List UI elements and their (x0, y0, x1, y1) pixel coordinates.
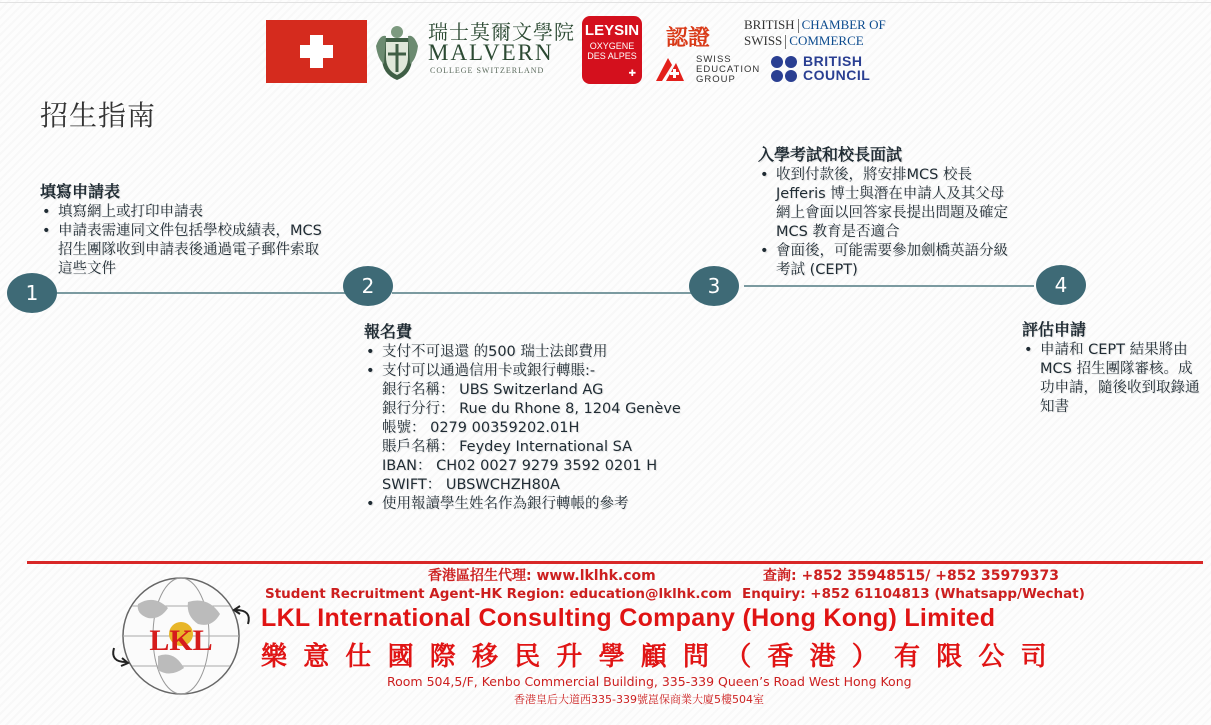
bc-line-2: COUNCIL (803, 67, 871, 83)
step-3-circle: 3 (689, 266, 739, 306)
swiss-cross-icon: ✚ (628, 69, 636, 79)
timeline-line-1 (56, 292, 346, 294)
malvern-chinese-name: 瑞士莫爾文學院 (428, 20, 575, 44)
step-1-heading: 填寫申請表 (40, 182, 121, 201)
step-3-block (758, 144, 1018, 280)
enquiry-chinese: 查詢: +852 35948515/ +852 35979373 (763, 568, 1059, 584)
step-1-list (40, 203, 330, 279)
address-english: Room 504,5/F, Kenbo Commercial Building, 335-339 Queen’s Road West Hong Kong (387, 674, 912, 689)
enquiry-english: Enquiry: +852 61104813 (Whatsapp/Wechat) (742, 586, 1085, 602)
page-title: 招生指南 (40, 99, 157, 132)
step-2-list-end (364, 495, 724, 514)
address-chinese: 香港皇后大道西335-339號崑保商業大廈5樓504室 (514, 693, 764, 706)
step-4-heading: 評估申請 (1022, 320, 1087, 339)
certified-label: 認證 (666, 26, 711, 51)
step-1-circle: 1 (7, 273, 57, 313)
seg-line-3: GROUP (696, 74, 736, 85)
step-2-block (364, 321, 724, 514)
step-2-list (364, 343, 724, 381)
agent-chinese: 香港區招生代理: www.lklhk.com (428, 568, 656, 584)
step-1-bullet-2: • 申請表需連同文件包括學校成績表，MCS 招生團隊收到申請表後通過電子郵件索取這些文件 (58, 222, 330, 279)
swiss-education-group-text (696, 55, 760, 85)
bc-line-1: BRITISH (803, 53, 863, 69)
bscc-left-1: BRITISH (744, 17, 795, 32)
company-name-english: LKL International Consulting Company (Hong Kong) Limited (261, 604, 996, 632)
british-council-text (803, 54, 870, 82)
swiss-education-group-logo-icon (652, 54, 688, 85)
british-council-dots-icon (770, 55, 800, 83)
step-3-heading: 入學考試和校長面試 (758, 145, 903, 164)
step-1-block (40, 181, 330, 279)
malvern-crest-icon (374, 24, 420, 82)
timeline-line-3 (744, 285, 1034, 287)
british-swiss-chamber-logo (744, 17, 886, 49)
bank-account-name: 賬戶名稱： Feydey International SA (382, 439, 633, 455)
malvern-subtitle: COLLEGE SWITZERLAND (430, 66, 545, 75)
leysin-logo-line3: DES ALPES (587, 51, 637, 61)
bank-iban: IBAN： CH02 0027 9279 3592 0201 H (382, 458, 658, 474)
bank-swift: SWIFT： UBSWCHZH80A (382, 477, 560, 493)
bank-account-number: 帳號： 0279 00359202.01H (382, 420, 580, 436)
step-2-bullet-1: • 支付不可退還 的500 瑞士法郎費用 (382, 343, 724, 362)
step-2-heading: 報名費 (364, 322, 413, 341)
bscc-right-1: CHAMBER OF (801, 17, 886, 32)
step-4-circle: 4 (1036, 265, 1086, 305)
step-4-block (1022, 319, 1202, 417)
step-1-bullet-1: • 填寫網上或打印申請表 (58, 203, 330, 222)
footer-divider (27, 561, 1203, 564)
seg-line-2: EDUCATION (696, 64, 761, 75)
step-4-list (1022, 341, 1202, 417)
leysin-logo-line2: OXYGENE (589, 41, 635, 51)
leysin-logo (582, 16, 642, 84)
step-3-bullet-1: • 收到付款後，將安排MCS 校長 Jefferis 博士與潛在申請人及其父母網上會面以回答家長提出問題及確定 MCS 教育是否適合 (776, 166, 1018, 242)
lkl-globe-logo (108, 574, 254, 698)
top-rule (0, 2, 1211, 3)
seg-line-1: SWISS (696, 54, 732, 65)
agent-english: Student Recruitment Agent-HK Region: education@lklhk.com (265, 586, 732, 602)
leysin-logo-title: LEYSIN (584, 22, 640, 39)
company-name-chinese: 樂意仕國際移民升學顧問（香港）有限公司 (261, 642, 1063, 672)
step-4-bullet-1: • 申請和 CEPT 結果將由MCS 招生團隊審核。成功申請，隨後收到取錄通知書 (1040, 341, 1202, 417)
step-2-circle: 2 (343, 266, 393, 306)
step-3-bullet-2: • 會面後，可能需要參加劍橋英語分級考試 (CEPT) (776, 242, 1018, 280)
step-2-bullet-2: • 支付可以通過信用卡或銀行轉賬:- (382, 362, 724, 381)
bscc-left-2: SWISS (744, 33, 783, 49)
bscc-right-2: COMMERCE (789, 33, 864, 49)
step-3-list (758, 166, 1018, 280)
bank-branch: 銀行分行： Rue du Rhone 8, 1204 Genève (382, 401, 681, 417)
step-2-bullet-3: • 使用報讀學生姓名作為銀行轉帳的參考 (382, 495, 724, 514)
swiss-flag-logo (266, 20, 367, 83)
malvern-logo-text: MALVERN (428, 40, 554, 65)
timeline-line-2 (392, 292, 692, 294)
bank-name: 銀行名稱： UBS Switzerland AG (382, 382, 604, 398)
lkl-logo-text: LKL (149, 624, 213, 657)
